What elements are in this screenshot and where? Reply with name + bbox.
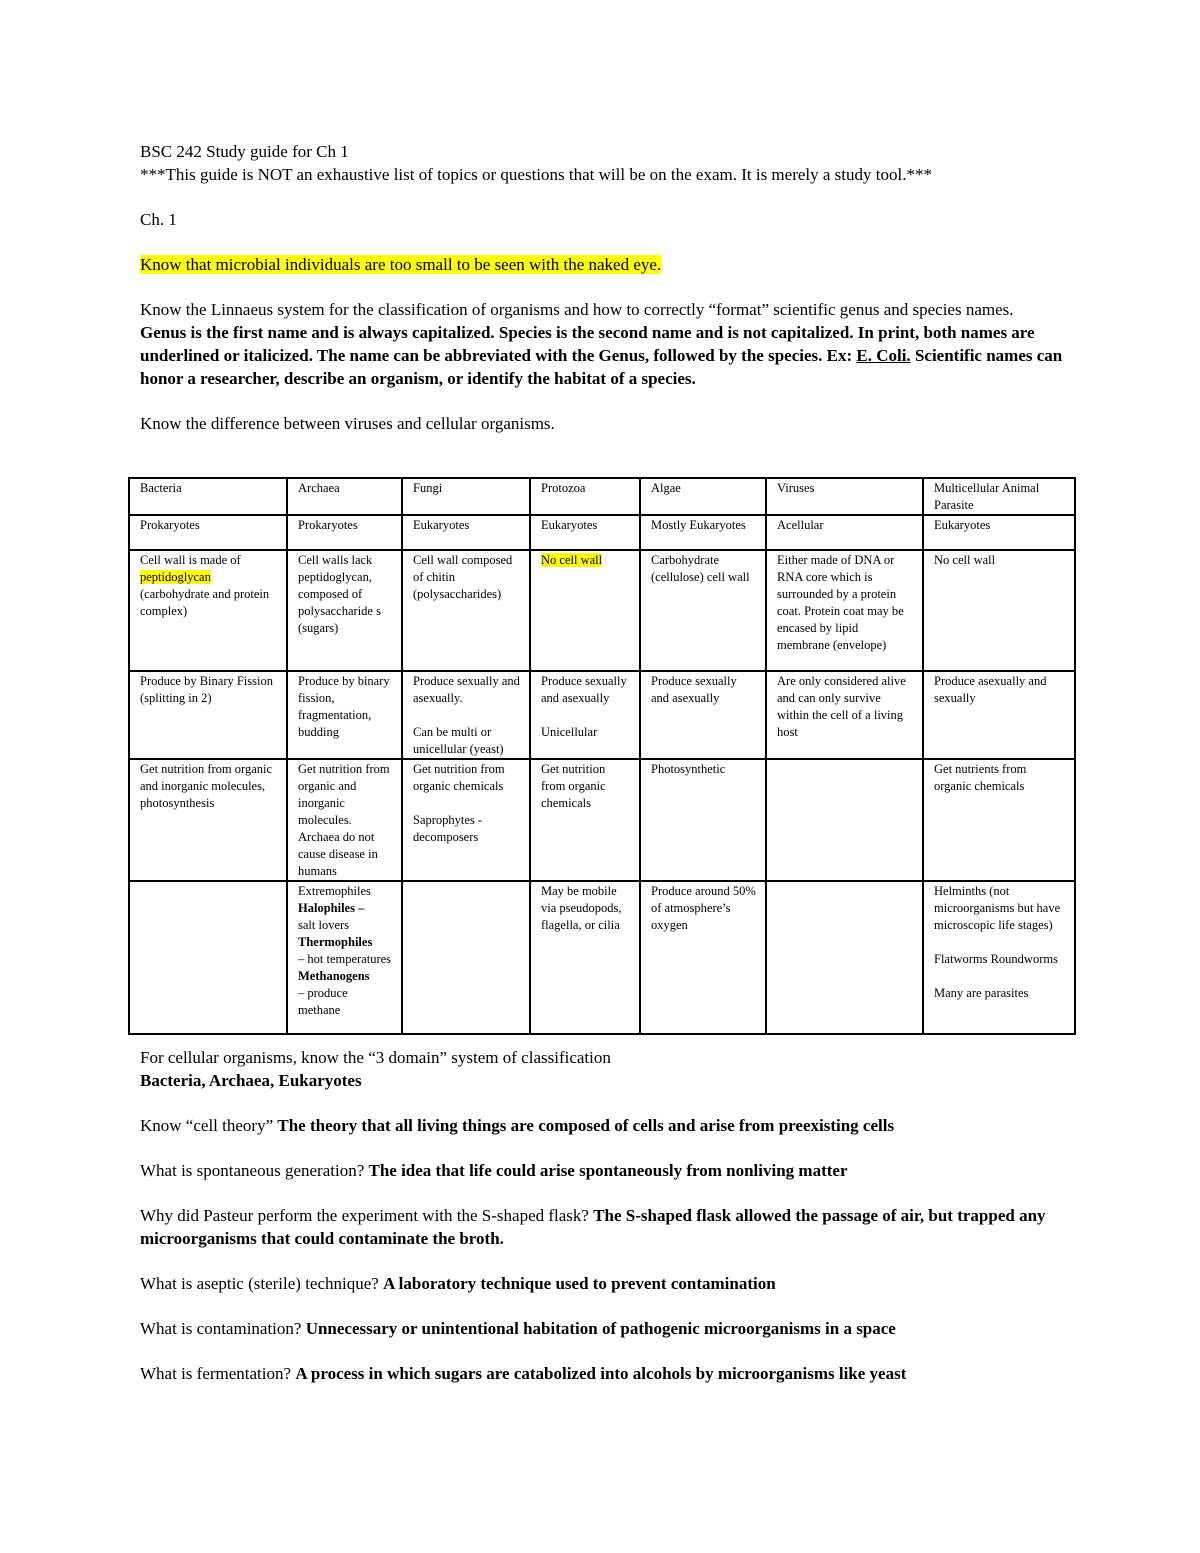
table-row: [129, 515, 1075, 550]
aseptic-item: What is aseptic (sterile) technique? A laboratory technique used to prevent contamination: [140, 1274, 776, 1293]
chapter-heading: Ch. 1: [140, 210, 177, 229]
cell-theory-item: Know “cell theory” The theory that all living things are composed of cells and arise from preexisting cells: [140, 1116, 895, 1135]
cell: Acellular: [766, 515, 923, 550]
cell: Get nutrition from organic chemicals: [530, 759, 640, 881]
header-bacteria: Bacteria: [129, 478, 287, 515]
cell: Get nutrients from organic chemicals: [923, 759, 1075, 881]
peptidoglycan-highlight: peptidoglycan: [140, 570, 211, 584]
table-header-row: [129, 478, 1075, 515]
cell: Produce around 50% of atmosphere’s oxygen: [640, 881, 766, 1034]
fermentation-item: What is fermentation? A process in which sugars are catabolized into alcohols by microorganisms like yeast: [140, 1364, 907, 1383]
header-viruses: Viruses: [766, 478, 923, 515]
cell: [402, 881, 530, 1034]
cell: Produce sexually and asexually. Can be multi or unicellular (yeast): [402, 671, 530, 759]
cell: [129, 881, 287, 1034]
document-body: [140, 140, 1070, 435]
table-row: [129, 550, 1075, 671]
cell: Mostly Eukaryotes: [640, 515, 766, 550]
cell: Cell wall composed of chitin (polysaccharides): [402, 550, 530, 671]
cell: Carbohydrate (cellulose) cell wall: [640, 550, 766, 671]
qa-section: [140, 1046, 1080, 1385]
header-fungi: Fungi: [402, 478, 530, 515]
cell: Cell wall is made of peptidoglycan (carbohydrate and protein complex): [129, 550, 287, 671]
cell: Eukaryotes: [402, 515, 530, 550]
cell: May be mobile via pseudopods, flagella, or cilia: [530, 881, 640, 1034]
cell: No cell wall: [923, 550, 1075, 671]
cell: Eukaryotes: [923, 515, 1075, 550]
cell: Produce sexually and asexually: [640, 671, 766, 759]
pasteur-item: Why did Pasteur perform the experiment with the S-shaped flask? The S-shaped flask allowed the passage of air, but trapped any microorganisms that could contaminate the broth.: [140, 1206, 1046, 1248]
domain-answer: Bacteria, Archaea, Eukaryotes: [140, 1071, 362, 1090]
spontaneous-generation-item: What is spontaneous generation? The idea that life could arise spontaneously from nonliving matter: [140, 1161, 848, 1180]
cell: Are only considered alive and can only survive within the cell of a living host: [766, 671, 923, 759]
header-archaea: Archaea: [287, 478, 402, 515]
cell: [766, 759, 923, 881]
linnaeus-example: E. Coli.: [856, 346, 911, 365]
cell: Produce by Binary Fission (splitting in 2): [129, 671, 287, 759]
disclaimer: ***This guide is NOT an exhaustive list of topics or questions that will be on the exam. It is merely a study tool.***: [140, 165, 932, 184]
cell: Either made of DNA or RNA core which is surrounded by a protein coat. Protein coat may be encased by lipid membrane (envelope): [766, 550, 923, 671]
cell: Extremophiles Halophiles – salt lovers Thermophiles – hot temperatures Methanogens – produce methane: [287, 881, 402, 1034]
contamination-item: What is contamination? Unnecessary or unintentional habitation of pathogenic microorganisms in a space: [140, 1319, 896, 1338]
cell: Photosynthetic: [640, 759, 766, 881]
no-cell-wall-highlight: No cell wall: [541, 553, 603, 567]
viruses-question: Know the difference between viruses and cellular organisms.: [140, 414, 555, 433]
cell: Prokaryotes: [287, 515, 402, 550]
linnaeus-answer: Genus is the first name and is always capitalized. Species is the second name and is not capitalized. In print, both names are underlined or italicized. The name can be abbreviated with the Genus, followed by the species. Ex: E. Coli. Scientific names can honor a researcher, describe an organism, or identify the habitat of a species.: [140, 323, 1063, 388]
cell: Get nutrition from organic and inorganic molecules, photosynthesis: [129, 759, 287, 881]
organism-comparison-table: [128, 477, 1076, 1035]
cell: Produce by binary fission, fragmentation, budding: [287, 671, 402, 759]
table-row: [129, 671, 1075, 759]
cell: Prokaryotes: [129, 515, 287, 550]
cell: Get nutrition from organic chemicals Saprophytes - decomposers: [402, 759, 530, 881]
cell: Eukaryotes: [530, 515, 640, 550]
microbial-highlight: Know that microbial individuals are too small to be seen with the naked eye.: [140, 255, 662, 274]
cell: [530, 550, 640, 671]
document-title: BSC 242 Study guide for Ch 1: [140, 142, 349, 161]
cell: Produce sexually and asexually Unicellular: [530, 671, 640, 759]
cell: Produce asexually and sexually: [923, 671, 1075, 759]
cell: Cell walls lack peptidoglycan, composed of polysaccharide s (sugars): [287, 550, 402, 671]
linnaeus-question: Know the Linnaeus system for the classification of organisms and how to correctly “format” scientific genus and species names.: [140, 300, 1014, 319]
cell: Helminths (not microorganisms but have microscopic life stages) Flatworms Roundworms Many are parasites: [923, 881, 1075, 1034]
header-parasite: Multicellular Animal Parasite: [923, 478, 1075, 515]
domain-question: For cellular organisms, know the “3 domain” system of classification: [140, 1048, 611, 1067]
header-algae: Algae: [640, 478, 766, 515]
table-row: [129, 881, 1075, 1034]
cell: [766, 881, 923, 1034]
table-row: [129, 759, 1075, 881]
cell: Get nutrition from organic and inorganic molecules. Archaea do not cause disease in humans: [287, 759, 402, 881]
header-protozoa: Protozoa: [530, 478, 640, 515]
